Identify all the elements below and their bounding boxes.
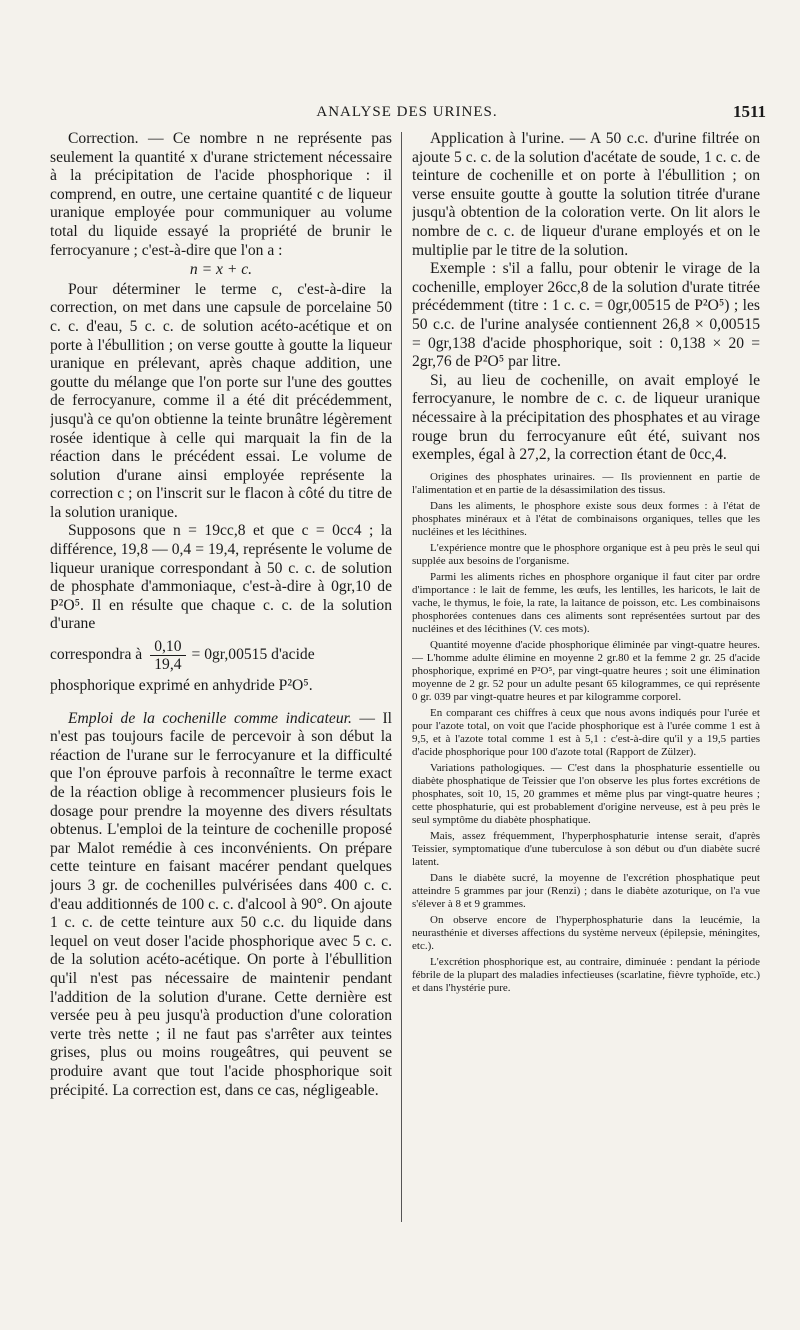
paragraph-application: Application à l'urine. — A 50 c.c. d'urine filtrée on ajoute 5 c. c. de la solution d'acétate de soude, 1 c. c. de teinture de cochenille et on porte à l'ébullition ; on verse ensuite goutte à goutte la solution titrée d'urane jusqu'à obtention de la coloration verte. On lit alors le nombre de c. c. de liqueur d'urane employés et on le multiplie par le titre de la solution. <box>412 130 760 259</box>
note-leucemie: On observe encore de l'hyperphosphaturie dans la leucémie, la neurasthénie et diverses affections du système nerveux (épilepsie, méningites, etc.). <box>412 913 760 952</box>
note-experience: L'expérience montre que le phosphore organique est à peu près le seul qui supplée aux besoins de l'organisme. <box>412 541 760 567</box>
left-column <box>50 130 392 1240</box>
page-header <box>48 100 766 126</box>
note-aliments-riches: Parmi les aliments riches en phosphore organique il faut citer par ordre d'importance : le lait de femme, les œufs, les lentilles, les haricots, le lait de vache, le thymus, le foie, la rate, la laitance de poisson, etc. Les combinaisons phosphorées contenues dans ces aliments sont représentées surtout par des nucléines et des lécithines (V. ces mots). <box>412 570 760 635</box>
note-quantite-moyenne: Quantité moyenne d'acide phosphorique éliminée par vingt-quatre heures. — L'homme adulte élimine en moyenne 2 gr.80 et la femme 2 gr. 25 d'acide phosphorique, exprimé en P²O⁵, par vingt-quatre heures ; soit une élimination moyenne de 2 gr. 52 pour un adulte pesant 65 kilogrammes, ce qui représente 0 gr. 039 par vingt-quatre heures et par kilogramme corporel. <box>412 638 760 703</box>
note-aliments: Dans les aliments, le phosphore existe sous deux formes : à l'état de phosphates minéraux et à l'état de combinaisons organiques, telles que les nucléines et les lécithines. <box>412 499 760 538</box>
right-column <box>412 130 760 1240</box>
column-divider <box>401 132 402 1222</box>
formula: n = x + c. <box>189 261 253 279</box>
paragraph-exemple: Exemple : s'il a fallu, pour obtenir le virage de la cochenille, employer 26cc,8 de la solution d'urate titrée précédemment (titre : 1 c. c. = 0gr,00515 de P²O⁵) ; les 50 c.c. de l'urine analysée contiennent 26,8 × 0,00515 = 0gr,138 d'acide phosphorique, soit : 0,138 × 20 = 2gr,76 de P²O⁵ par litre. <box>412 260 760 371</box>
fraction-suffix: = 0gr,00515 d'acide <box>191 646 315 664</box>
section-heading-cochenille: Emploi de la cochenille comme indicateur. <box>68 709 352 727</box>
note-hyperphosphaturie: Mais, assez fréquemment, l'hyperphosphaturie intense serait, d'après Teissier, symptomatique d'une tuberculose à son début ou d'un diabète sucré latent. <box>412 829 760 868</box>
paragraph-example: Supposons que n = 19cc,8 et que c = 0cc4 ; la différence, 19,8 — 0,4 = 19,4, représente le volume de liqueur uranique correspondant à 50 c. c. de solution de phosphate d'ammoniaque, c'est-à-dire à 0gr,10 de P²O⁵. Il en résulte que chaque c. c. de la solution d'urane <box>50 522 392 633</box>
note-comparaison: En comparant ces chiffres à ceux que nous avons indiqués pour l'urée et pour l'azote total, on voit que l'acide phosphorique est à l'urée comme 1 est à 9,5, et à l'azote total comme 1 est à 5,1 : c'est-à-dire qu'il y a 19,5 parties d'acide phosphorique pour 100 d'azote total (Rapport de Zülzer). <box>412 706 760 758</box>
fraction-prefix: correspondra à <box>50 646 143 664</box>
note-diabete: Dans le diabète sucré, la moyenne de l'excrétion phosphatique peut atteindre 5 grammes par jour (Renzi) ; dans le diabète azoturique, on l'a vue s'élever à 8 et 9 grammes. <box>412 871 760 910</box>
paragraph-determination: Pour déterminer le terme c, c'est-à-dire la correction, on met dans une capsule de porcelaine 50 c. c. d'eau, 5 c. c. de solution acéto-acétique et on porte à l'ébullition ; on verse goutte à goutte la liqueur uranique en prélevant, après chaque addition, une goutte du mélange que l'on porte sur l'une des gouttes de ferrocyanure, comme il a été dit précédemment, jusqu'à ce qu'on obtienne la teinte brunâtre légèrement rosée identique à celle qui marquait la fin de la réaction dans le précédent essai. Le volume de solution d'urane ainsi employée représente la correction c ; on l'inscrit sur le flacon à côté du titre de la solution uranique. <box>50 280 392 521</box>
running-title: ANALYSE DES URINES. <box>316 104 498 120</box>
note-diminuee: L'excrétion phosphorique est, au contraire, diminuée : pendant la période fébrile de la plupart des maladies infectieuses (scarlatine, fièvre typhoïde, etc.) et dans l'hystérie pure. <box>412 955 760 994</box>
note-variations: Variations pathologiques. — C'est dans la phosphaturie essentielle ou diabète phosphatique de Teissier que l'on observe les plus fortes excrétions de phosphates, soit 10, 15, 20 grammes et même plus par vingt-quatre heures ; cette phosphaturie, qui est probablement d'origine nerveuse, est à peu près le seul symptôme du diabète phosphatique. <box>412 761 760 826</box>
paragraph-cochenille-body: — Il n'est pas toujours facile de percevoir à son début la réaction de l'urane sur le ferrocyanure et la difficulté que l'on éprouve parfois à reconnaître le terme exact de la réaction oblige à recommencer plusieurs fois le dosage pour prendre la moyenne des divers résultats obtenus. L'emploi de la teinture de cochenille proposé par Malot remédie à ces inconvénients. On prépare cette teinture en faisant macérer pendant quelques jours 3 gr. de cochenilles pulvérisées dans 400 c. c. d'eau additionnés de 100 c. c. d'alcool à 90°. On ajoute 1 c. c. de cette teinture aux 50 c.c. du liquide dans lequel on veut doser l'acide phosphorique avec 5 c. c. de la solution acéto-acétique. On porte à l'ébullition qu'il n'est pas nécessaire de maintenir pendant l'addition de la solution d'urane. Cette dernière est versée peu à peu jusqu'à production d'une coloration verte très nette ; il ne faut pas s'arrêter aux teintes grises, plus ou moins rougeâtres, qui peuvent se produire avant que tout l'acide phosphorique soit précipité. La correction est, dans ce cas, négligeable. <box>50 709 392 1099</box>
note-origines: Origines des phosphates urinaires. — Ils proviennent en partie de l'alimentation et en partie de la désassimilation des tissus. <box>412 470 760 496</box>
fraction-denominator: 19,4 <box>154 656 182 674</box>
fraction <box>150 638 185 673</box>
paragraph-correction: Correction. — Ce nombre n ne représente pas seulement la quantité x d'urane strictement nécessaire à la précipitation de l'acide phosphorique : il comprend, en outre, une certaine quantité c de liqueur uranique employée pour communiquer au volume total du liquide essayé la propriété de brunir le ferrocyanure ; c'est-à-dire que l'on a : <box>50 130 392 259</box>
page-number: 1511 <box>732 102 766 121</box>
fraction-line <box>50 638 392 673</box>
paragraph-anhydride: phosphorique exprimé en anhydride P²O⁵. <box>50 677 313 695</box>
paragraph-cochenille <box>50 710 392 1100</box>
fraction-numerator: 0,10 <box>150 638 185 656</box>
small-print-notes <box>412 471 760 995</box>
paragraph-ferrocyanure: Si, au lieu de cochenille, on avait employé le ferrocyanure, le nombre de c. c. de liqueur uranique nécessaire à la précipitation des phosphates et au virage rouge brun du ferrocyanure eût été, suivant nos exemples, égal à 27,2, la correction étant de 0cc,4. <box>412 371 760 464</box>
